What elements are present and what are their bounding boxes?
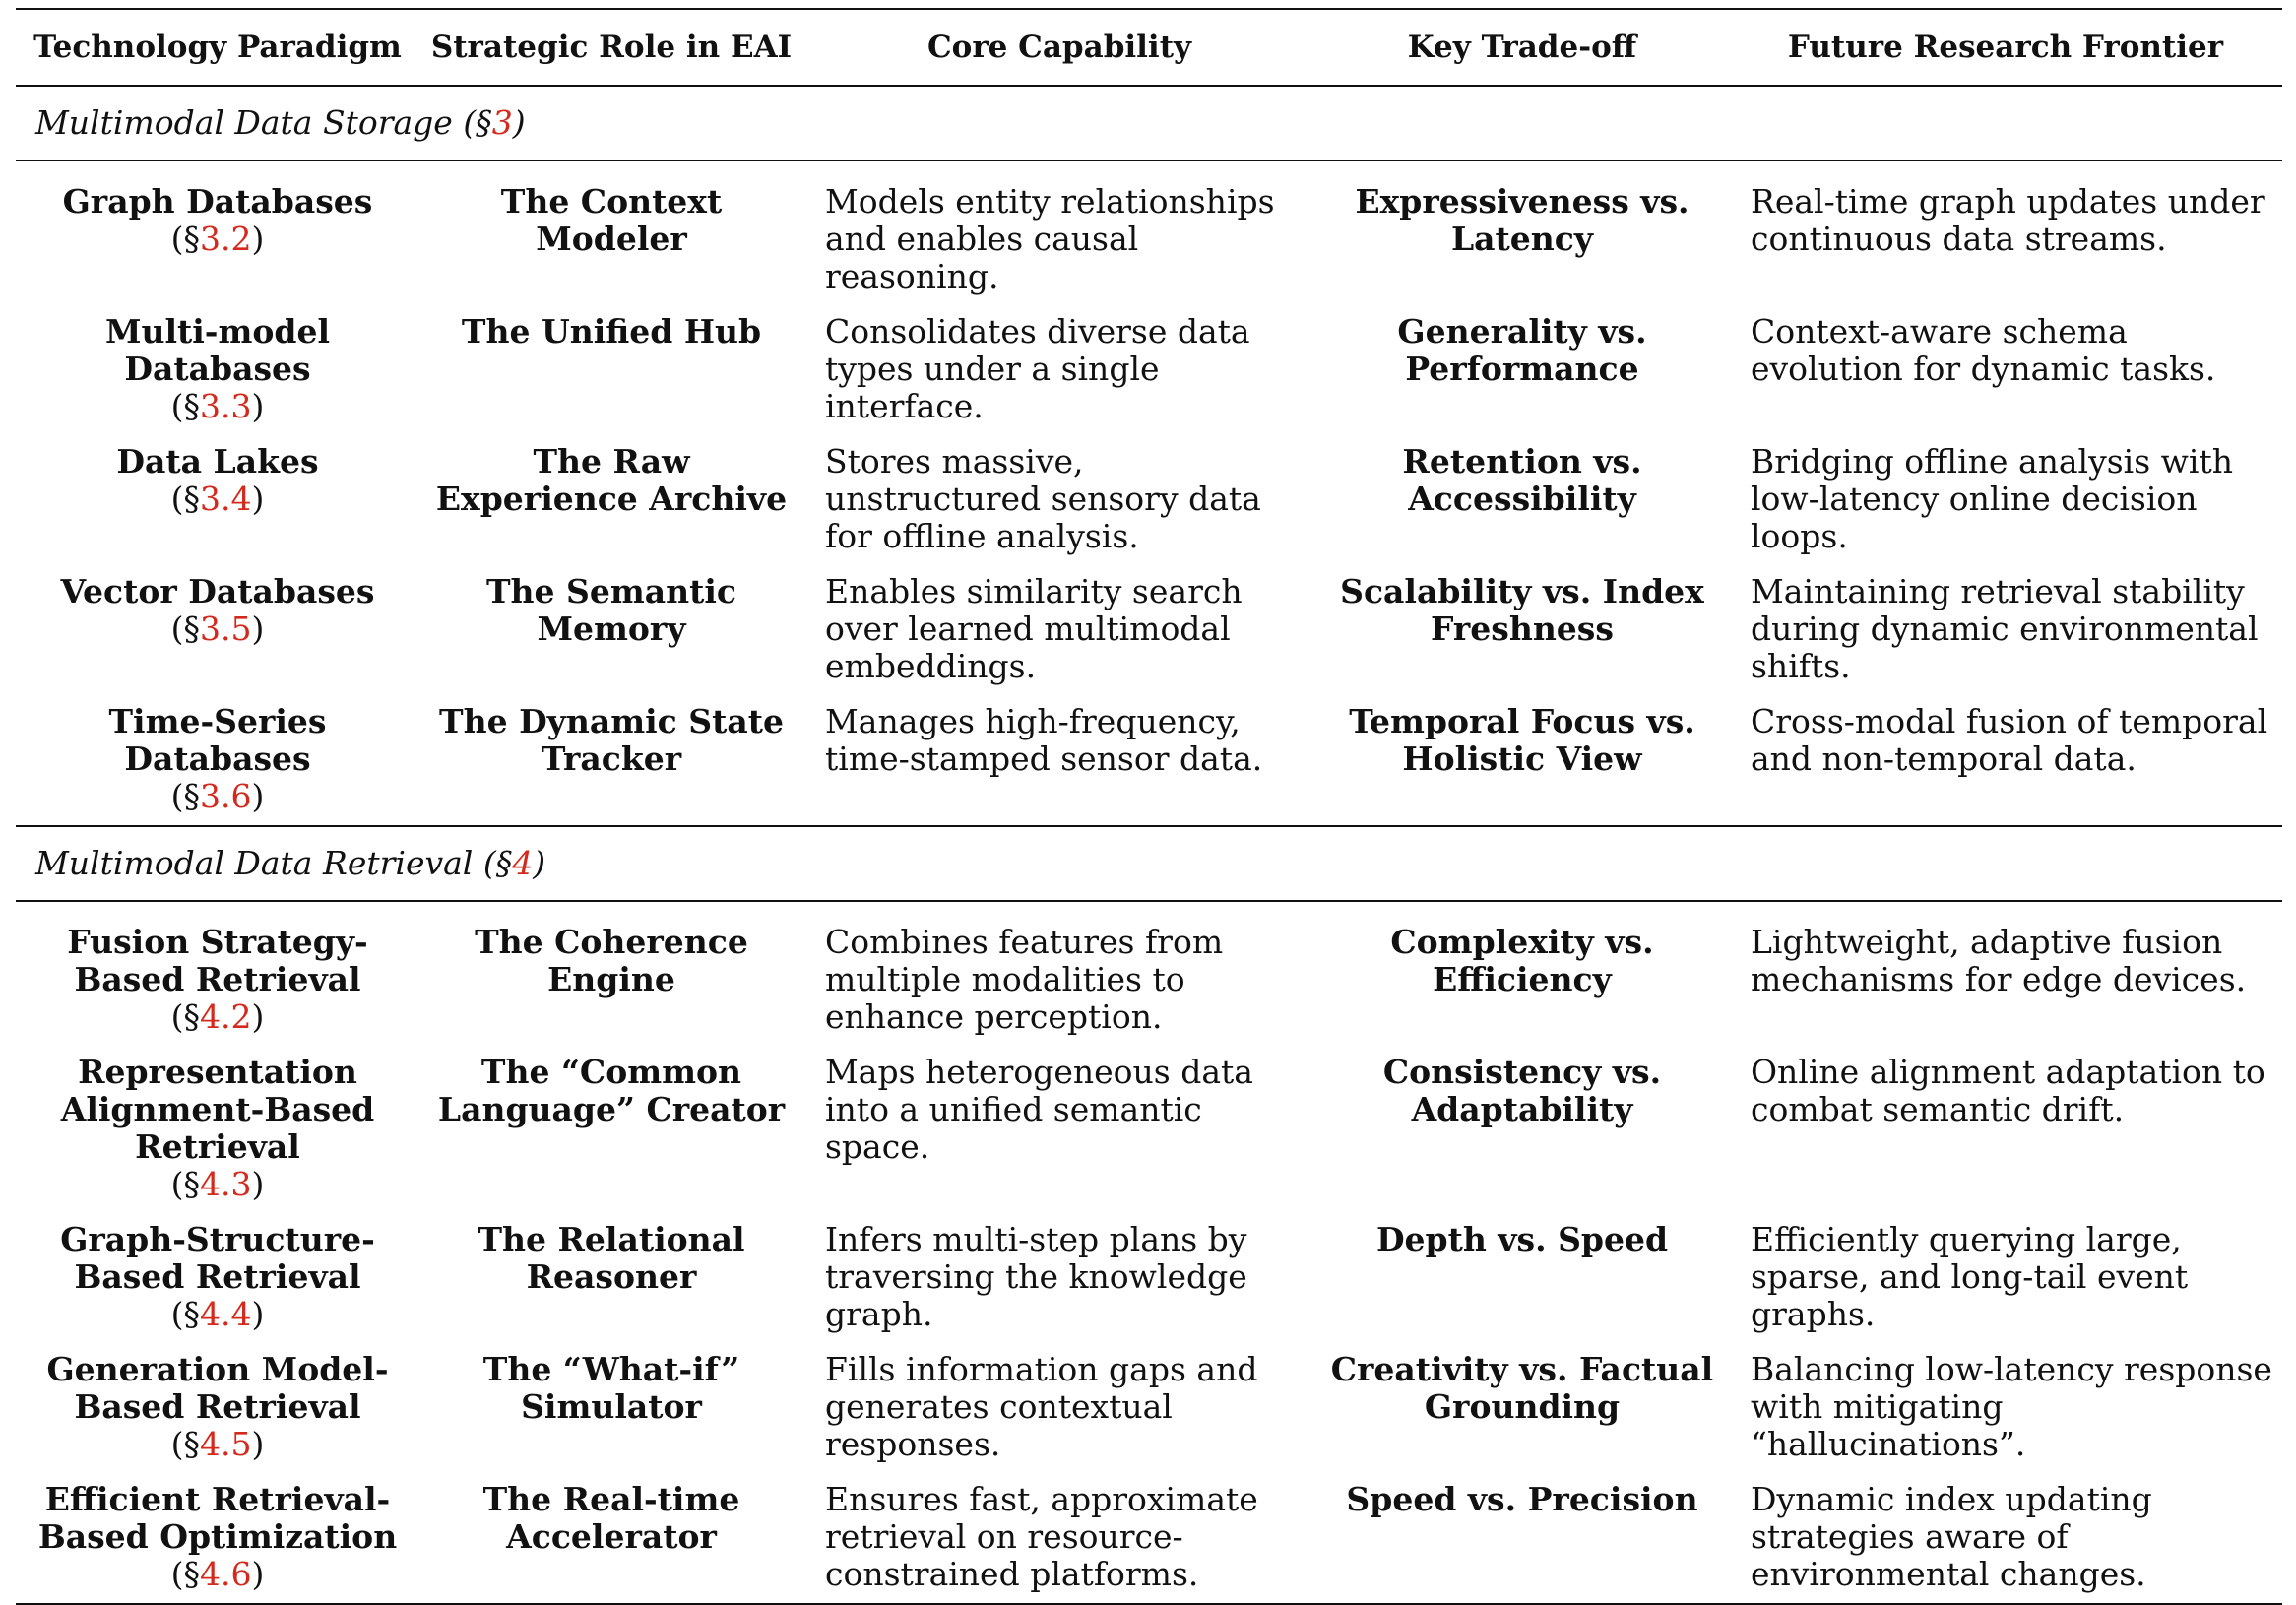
section-title-text: Multimodal Data Retrieval	[35, 844, 474, 882]
section-title	[16, 86, 2282, 160]
paradigm-ref: (§3.2)	[170, 220, 265, 258]
frontier-cell: Lightweight, adaptive fusion mechanisms for edge devices.	[1751, 923, 2247, 998]
paradigm-ref-link[interactable]: 3.6	[200, 777, 252, 815]
capability-cell: Ensures fast, approximate retrieval on resource-constrained platforms.	[803, 1481, 1315, 1604]
section-ref-link[interactable]: 3	[491, 103, 513, 142]
capability-cell: Maps heterogeneous data into a unified semantic space.	[825, 1053, 1253, 1166]
paradigm-name: Fusion Strategy-Based Retrieval	[67, 923, 368, 998]
capability-cell: Infers multi-step plans by traversing the knowledge graph.	[825, 1220, 1247, 1333]
paradigm-cell	[16, 1221, 419, 1351]
paradigm-cell	[16, 160, 419, 313]
capability-cell: Enables similarity search over learned multimodal embeddings.	[825, 572, 1243, 685]
capability-cell: Models entity relationships and enables causal reasoning.	[825, 182, 1275, 295]
table-row	[16, 1054, 2282, 1221]
frontier-cell: Dynamic index updating strategies aware of environmental changes.	[1729, 1481, 2282, 1604]
tradeoff-cell: Speed vs. Precision	[1315, 1481, 1729, 1604]
role-cell: The “Common Language” Creator	[437, 1053, 786, 1128]
column-header-capability: Core Capability	[803, 10, 1315, 86]
table-row	[16, 160, 2282, 313]
tradeoff-cell: Expressiveness vs. Latency	[1355, 182, 1690, 258]
paradigm-cell	[16, 703, 419, 826]
frontier-cell: Real-time graph updates under continuous data streams.	[1751, 182, 2265, 258]
tradeoff-cell: Retention vs. Accessibility	[1402, 442, 1642, 518]
role-cell: The Real-time Accelerator	[419, 1481, 803, 1604]
paradigm-cell	[16, 1054, 419, 1221]
paradigm-ref-link[interactable]: 3.4	[200, 480, 252, 518]
column-header-frontier: Future Research Frontier	[1729, 10, 2282, 86]
section-title-text: Multimodal Data Storage	[35, 103, 453, 142]
section-ref	[483, 844, 545, 882]
tradeoff-cell: Temporal Focus vs. Holistic View	[1315, 703, 1729, 826]
paradigm-cell	[16, 1481, 419, 1604]
role-cell: The Dynamic State Tracker	[419, 703, 803, 826]
paradigm-ref-link[interactable]: 4.6	[200, 1555, 252, 1593]
paradigm-cell	[16, 313, 419, 443]
section-row	[16, 86, 2282, 160]
section-title	[16, 826, 2282, 901]
section-row	[16, 826, 2282, 901]
paradigm-ref-link[interactable]: 4.3	[200, 1165, 252, 1203]
role-cell: The Raw Experience Archive	[435, 442, 788, 518]
column-header-paradigm: Technology Paradigm	[16, 10, 419, 86]
role-cell: The Coherence Engine	[475, 923, 748, 998]
paradigm-ref: (§3.5)	[170, 610, 265, 648]
paradigm-cell	[16, 573, 419, 703]
section-ref-suffix: )	[512, 103, 526, 142]
frontier-cell: Cross-modal fusion of temporal and non-temporal data.	[1729, 703, 2282, 826]
section-ref-prefix: (§	[482, 844, 513, 882]
paradigm-ref: (§3.4)	[170, 480, 265, 518]
capability-cell: Consolidates diverse data types under a single interface.	[825, 312, 1250, 425]
table-row	[16, 703, 2282, 826]
table-row	[16, 313, 2282, 443]
column-header-tradeoff: Key Trade-off	[1315, 10, 1729, 86]
capability-cell: Combines features from multiple modalities to enhance perception.	[825, 923, 1224, 1036]
paradigm-ref: (§3.3)	[170, 387, 265, 425]
column-header-role: Strategic Role in EAI	[419, 10, 803, 86]
frontier-cell: Efficiently querying large, sparse, and long-tail event graphs.	[1751, 1220, 2189, 1333]
paradigm-ref: (§4.6)	[170, 1555, 265, 1593]
table-row	[16, 1221, 2282, 1351]
paradigm-name: Time-Series Databases	[108, 702, 327, 778]
paradigm-name: Representation Alignment-Based Retrieval	[60, 1053, 375, 1166]
capability-cell: Stores massive, unstructured sensory data for offline analysis.	[825, 442, 1261, 555]
paradigm-ref-link[interactable]: 4.2	[200, 997, 252, 1036]
table-row	[16, 1481, 2282, 1604]
tradeoff-cell: Creativity vs. Factual Grounding	[1330, 1350, 1714, 1426]
capability-cell: Manages high-frequency, time-stamped sensor data.	[803, 703, 1315, 826]
role-cell: The Relational Reasoner	[478, 1220, 745, 1296]
frontier-cell: Balancing low-latency response with mitigating “hallucinations”.	[1751, 1350, 2272, 1463]
capability-cell: Fills information gaps and generates contextual responses.	[825, 1350, 1258, 1463]
tradeoff-cell: Complexity vs. Efficiency	[1390, 923, 1654, 998]
section-ref-link[interactable]: 4	[512, 844, 534, 882]
paradigm-cell	[16, 443, 419, 573]
section-ref	[463, 103, 525, 142]
role-cell: The Semantic Memory	[485, 572, 737, 648]
table-row	[16, 901, 2282, 1054]
paradigm-ref: (§4.5)	[170, 1425, 265, 1463]
role-cell: The “What-if” Simulator	[482, 1350, 740, 1426]
tradeoff-cell: Scalability vs. Index Freshness	[1340, 572, 1704, 648]
paradigm-name: Efficient Retrieval-Based Optimization	[37, 1480, 398, 1556]
paradigm-cell	[16, 1351, 419, 1481]
paradigm-ref: (§4.2)	[170, 997, 265, 1036]
paradigm-ref-link[interactable]: 3.3	[200, 387, 252, 425]
table-row	[16, 443, 2282, 573]
paradigm-ref-link[interactable]: 4.4	[200, 1295, 252, 1333]
frontier-cell: Bridging offline analysis with low-latency online decision loops.	[1751, 442, 2233, 555]
section-ref-prefix: (§	[463, 103, 492, 142]
paradigm-ref-link[interactable]: 3.2	[200, 220, 252, 258]
paradigm-name: Graph-Structure-Based Retrieval	[60, 1220, 375, 1296]
paradigm-ref: (§4.4)	[170, 1295, 265, 1333]
paradigm-name: Graph Databases	[62, 182, 373, 221]
paradigm-cell	[16, 901, 419, 1054]
paradigm-ref-link[interactable]: 3.5	[200, 610, 252, 648]
paradigm-name: Data Lakes	[116, 442, 319, 481]
paradigm-ref: (§3.6)	[170, 777, 265, 815]
paradigm-ref-link[interactable]: 4.5	[200, 1425, 252, 1463]
role-cell: The Context Modeler	[500, 182, 723, 258]
section-ref-suffix: )	[533, 844, 546, 882]
tradeoff-cell: Generality vs. Performance	[1397, 312, 1647, 388]
frontier-cell: Online alignment adaptation to combat semantic drift.	[1751, 1053, 2265, 1128]
table-row	[16, 1351, 2282, 1481]
tradeoff-cell: Consistency vs. Adaptability	[1382, 1053, 1662, 1128]
summary-table	[16, 10, 2282, 1605]
tradeoff-cell: Depth vs. Speed	[1375, 1220, 1669, 1258]
paradigm-name: Vector Databases	[60, 572, 375, 610]
role-cell: The Unified Hub	[461, 312, 762, 351]
paradigm-ref: (§4.3)	[170, 1165, 265, 1203]
paradigm-name: Multi-model Databases	[104, 312, 331, 388]
header-row	[16, 10, 2282, 86]
frontier-cell: Context-aware schema evolution for dynamic tasks.	[1751, 312, 2216, 388]
paradigm-name: Generation Model-Based Retrieval	[46, 1350, 389, 1426]
table-row	[16, 573, 2282, 703]
frontier-cell: Maintaining retrieval stability during dynamic environmental shifts.	[1751, 572, 2259, 685]
